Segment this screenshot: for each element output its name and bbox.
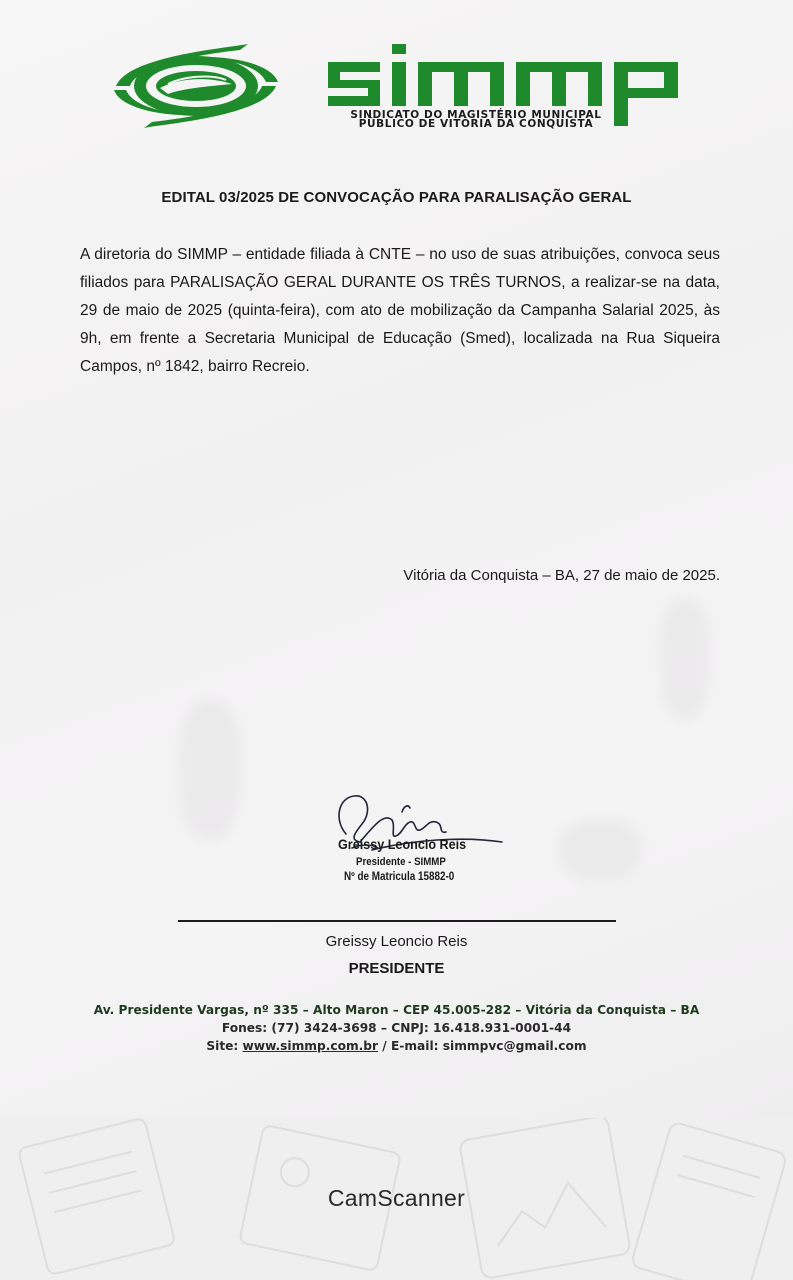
email-link[interactable]: simmpvc@gmail.com <box>442 1039 587 1053</box>
site-label: Site: <box>206 1039 239 1053</box>
stamp-name: Greissy Leoncio Reis <box>338 836 467 852</box>
footer-phones: Fones: (77) 3424-3698 – CNPJ: 16.418.931-0001-44 <box>221 1021 572 1035</box>
footer-contact <box>0 1039 793 1053</box>
signatory-role: PRESIDENTE <box>348 960 445 977</box>
paper-crease <box>560 820 640 880</box>
paper-crease <box>660 600 710 720</box>
document-body: A diretoria do SIMMP – entidade filiada à CNTE – no uso de suas atribuições, convoca seus filiados para PARALISAÇÃO GERAL DURANTE OS TRÊS TURNOS, a realizar-se na data, 29 de maio de 2025 (quinta-feira), com ato de mobilização da Campanha Salarial 2025, às 9h, em frente a Secretaria Municipal de Educação (Smed), localizada na Rua Siqueira Campos, nº 1842, bairro Recreio. <box>80 246 720 375</box>
simmp-logo-emblem <box>108 40 284 132</box>
footer-address: Av. Presidente Vargas, nº 335 – Alto Maron – CEP 45.005-282 – Vitória da Conquista – BA <box>93 1003 700 1017</box>
paper-crease <box>180 700 240 840</box>
logo-subtitle-line1: SINDICATO DO MAGISTÉRIO MUNICIPAL <box>350 109 602 121</box>
email-label: / E-mail: <box>382 1039 439 1053</box>
signatory-name: Greissy Leoncio Reis <box>325 933 468 950</box>
site-link[interactable]: www.simmp.com.br <box>242 1039 379 1053</box>
document-title: EDITAL 03/2025 DE CONVOCAÇÃO PARA PARALISAÇÃO GERAL <box>161 189 632 206</box>
logo-subtitle-line2: PÚBLICO DE VITÓRIA DA CONQUISTA <box>358 118 594 130</box>
stamp-registration: Nº de Matricula 15882-0 <box>344 871 455 883</box>
camscanner-watermark: CamScanner <box>327 1185 466 1211</box>
signature-line <box>178 920 616 922</box>
document-dateline: Vitória da Conquista – BA, 27 de maio de 2025. <box>403 567 720 584</box>
stamp-role: Presidente - SIMMP <box>356 856 446 868</box>
